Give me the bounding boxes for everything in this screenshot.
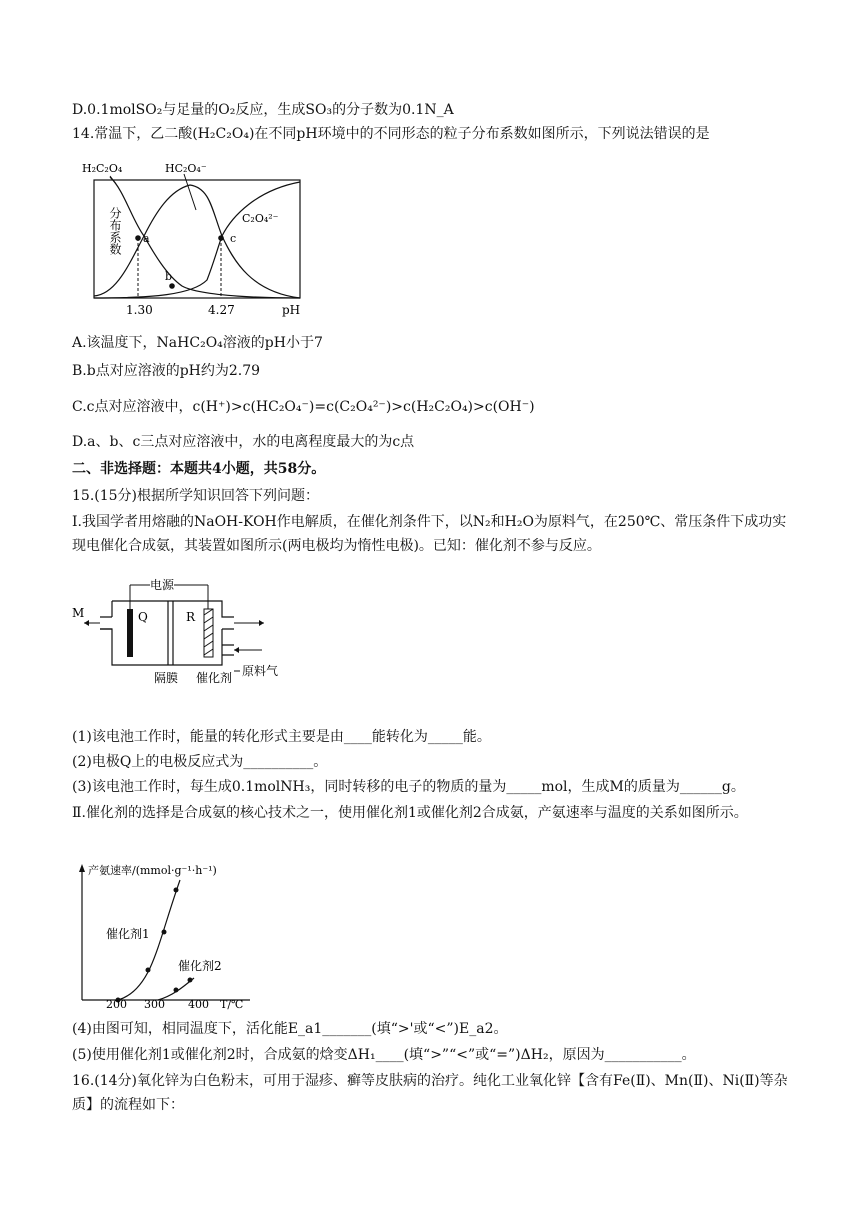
label-point-b: b [165,270,173,283]
c1-point-2 [146,968,151,973]
r-label: R [186,610,196,624]
catalyst-2-label: 催化剂2 [178,959,222,973]
electrolysis-cell-figure [72,575,302,685]
y-axis-label [74,206,122,255]
q15-subq-1: (1)该电池工作时，能量的转化形式主要是由____能转化为_____能。 [72,729,491,745]
q15-part-2: Ⅱ.催化剂的选择是合成氨的核心技术之一，使用催化剂1或催化剂2合成氨，产氨速率与温度的关系如图所示。 [72,805,748,821]
catalyst-1-label: 催化剂1 [106,927,150,941]
membrane-label: 隔膜 [154,671,179,685]
label-point-a: a [143,232,150,245]
q15-subq-2: (2)电极Q上的电极反应式为__________。 [72,754,328,770]
cell-body [100,601,234,665]
q13-option-d: D.0.1molSO₂与足量的O₂反应，生成SO₃的分子数为0.1N_A [72,102,454,118]
plot-frame [94,180,300,298]
cell-body-ports [100,617,234,655]
q-label: Q [138,610,148,624]
arrow-out-head [259,620,264,626]
c1-point-3 [162,930,167,935]
c2-point-1 [174,988,179,993]
power-label: 电源 [150,578,175,592]
c2-point-2 [188,978,193,983]
feed-label: 原料气 [242,664,279,678]
tick-200: 200 [106,998,127,1010]
arrow-m-head [84,620,89,626]
curve-hc2o4 [94,185,300,298]
c1-point-4 [174,888,179,893]
point-b [169,283,175,289]
tick-1-30: 1.30 [126,303,153,317]
m-label: M [72,606,85,620]
tick-4-27: 4.27 [208,303,235,317]
arrow-feed-head [234,647,239,653]
q15-subq-4: (4)由图可知，相同温度下，活化能E_a1_______(填“>'或“<”)E_a2。 [72,1021,508,1037]
q15-subq-3: (3)该电池工作时，每生成0.1molNH₃，同时转移的电子的物质的量为_____mol，生成M的质量为______g。 [72,779,745,795]
q14-option-b: B.b点对应溶液的pH约为2.79 [72,363,261,379]
catalyst-label: 催化剂 [196,671,233,685]
q14-option-a: A.该温度下，NaHC₂O₄溶液的pH小于7 [72,335,323,351]
q14-option-d: D.a、b、c三点对应溶液中，水的电离程度最大的为c点 [72,434,415,450]
label-point-c: c [230,232,237,245]
series-label-h2c2o4: H₂C₂O₄ [82,162,123,175]
q15-stem: 15.(15分)根据所学知识回答下列问题： [72,488,320,504]
rate-xlabel: T/℃ [220,998,244,1010]
y-axis-label-text: 分布系数 [74,207,122,221]
x-axis-label: pH [282,303,301,317]
pointer-hc2o4 [184,174,196,210]
tick-400: 400 [188,998,209,1010]
q14-option-c: C.c点对应溶液中，c(H⁺)>c(HC₂O₄⁻)=c(C₂O₄²⁻)>c(H₂C₂O₄)>c(OH⁻) [72,399,535,415]
section-2-title: 二、非选择题：本题共4小题，共58分。 [72,461,326,477]
rate-temperature-figure [72,860,272,1010]
series-label-hc2o4: HC₂O₄⁻ [165,162,207,175]
tick-300: 300 [144,998,165,1010]
q16-stem: 16.(14分)氧化锌为白色粉末，可用于湿疹、癣等皮肤病的治疗。纯化工业氧化锌【含有Fe(Ⅱ)、Mn(Ⅱ)、Ni(Ⅱ)等杂质】的流程如下： [72,1073,788,1113]
electrode-q [127,609,133,657]
rate-ylabel: 产氨速率/(mmol·g⁻¹·h⁻¹) [88,864,217,877]
q15-part-1: Ⅰ.我国学者用熔融的NaOH-KOH作电解质，在催化剂条件下，以N₂和H₂O为原料气，在250℃、常压条件下成功实现电催化合成氨，其装置如图所示(两电极均为惰性电极)。已知：催化剂不参与反应。 [72,514,787,554]
q14-stem: 14.常温下，乙二酸(H₂C₂O₄)在不同pH环境中的不同形态的粒子分布系数如图所示，下列说法错误的是 [72,126,710,142]
distribution-figure [72,150,342,325]
series-label-c2o4: C₂O₄²⁻ [242,212,279,225]
y-axis-arrow [79,864,85,872]
q15-subq-5: (5)使用催化剂1或催化剂2时，合成氨的焓变ΔH₁____(填“>”“<”或“=”)ΔH₂，原因为___________。 [72,1047,696,1063]
